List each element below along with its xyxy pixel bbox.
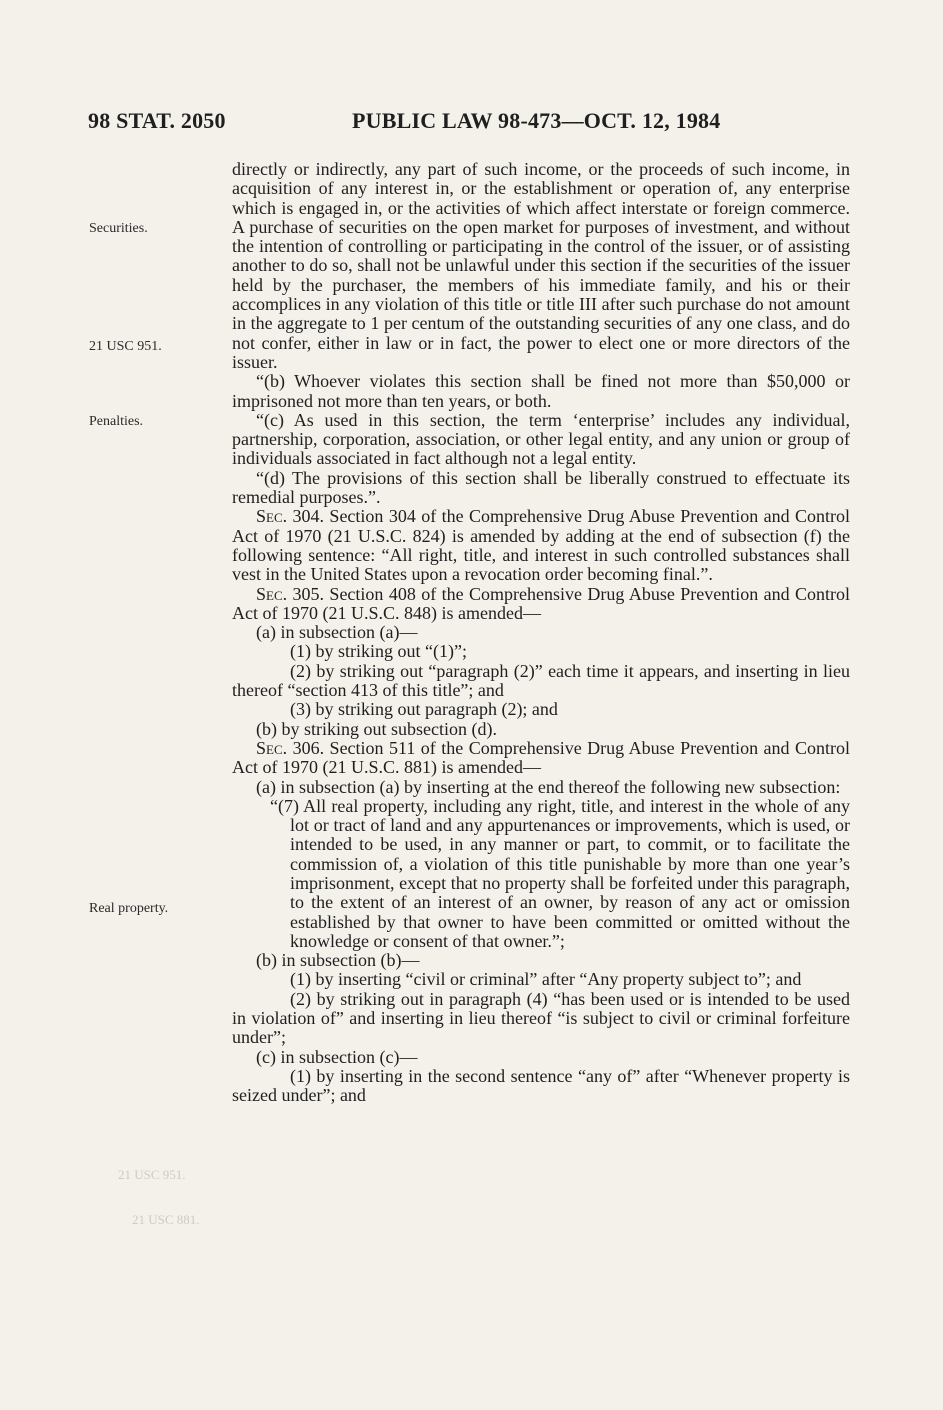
paragraph: “(b) Whoever violates this section shall be fined not more than $50,000 or imprisoned not more than ten years, or both. <box>232 371 850 411</box>
document-body <box>232 160 850 1106</box>
section-text: 305. Section 408 of the Comprehensive Drug Abuse Prevention and Control Act of 1970 (21 U.S.C. 848) is amended— <box>232 583 850 623</box>
section-label: Sec. <box>256 506 288 527</box>
section-text: 306. Section 511 of the Comprehensive Drug Abuse Prevention and Control Act of 1970 (21 U.S.C. 881) is amended— <box>232 737 850 778</box>
clause: (2) by striking out in paragraph (4) “has been used or is intended to be used in violation of” and inserting in lieu thereof “is subject to civil or criminal forfeiture under”; <box>232 988 850 1048</box>
clause: (a) in subsection (a)— <box>256 622 418 643</box>
margin-note-real-property: Real property. <box>89 901 169 916</box>
quoted-subsection: “(7) All real property, including any right, title, and interest in the whole of any lot or tract of land and any appurtenances or improvements, which is used, or intended to be used, in any manner or part, to commit, or to facilitate the commission of, a violation of this title punishable by more than one year’s imprisonment, except that no property shall be forfeited under this paragraph, to the extent of an interest of an owner, by reason of any act or omission established by that owner to have been committed or omitted without the knowledge or consent of that owner.”; <box>270 795 850 951</box>
bleed-through-note: 21 USC 881. <box>132 1212 200 1227</box>
section-305 <box>232 585 850 624</box>
margin-note-usc: 21 USC 951. <box>89 339 162 354</box>
clause: (a) in subsection (a) by inserting at the end thereof the following new subsection: <box>256 776 841 797</box>
clause: (1) by inserting “civil or criminal” after “Any property subject to”; and <box>290 969 802 990</box>
section-304 <box>232 507 850 584</box>
margin-note-securities: Securities. <box>89 221 148 236</box>
section-text: 304. Section 304 of the Comprehensive Drug Abuse Prevention and Control Act of 1970 (21 U.S.C. 824) is amended by adding at the end of subsection (f) the following sentence: “All right, title, and interest in such controlled substances shall vest in the United States upon a revocation order becoming final.”. <box>232 506 850 585</box>
section-306 <box>232 739 850 778</box>
bleed-through-note: 21 USC 951. <box>118 1167 186 1182</box>
clause: (1) by inserting in the second sentence “any of” after “Whenever property is seized under”; and <box>232 1065 850 1106</box>
section-label: Sec. <box>256 737 288 758</box>
paragraph: “(d) The provisions of this section shall be liberally construed to effectuate its remedial purposes.”. <box>232 467 850 508</box>
clause: (1) by striking out “(1)”; <box>290 641 467 662</box>
paragraph: directly or indirectly, any part of such income, or the proceeds of such income, in acquisition of any interest in, or the establishment or operation of, any enterprise which is engaged in, or the activities of which affect interstate or foreign commerce. A purchase of securities on the open market for purposes of investment, and without the intention of controlling or participating in the control of the issuer, or of assisting another to do so, shall not be unlawful under this section if the securities of the issuer held by the purchaser, the members of his immediate family, and his or their accomplices in any violation of this title or title III after such purchase do not amount in the aggregate to 1 per centum of the outstanding securities of any one class, and do not confer, either in law or in fact, the power to elect one or more directors of the issuer. <box>232 159 850 372</box>
paragraph: “(c) As used in this section, the term ‘enterprise’ includes any individual, partnership, corporation, association, or other legal entity, and any union or group of individuals associated in fact although not a legal entity. <box>232 409 850 469</box>
clause: (b) in subsection (b)— <box>256 950 420 971</box>
margin-note-penalties: Penalties. <box>89 414 144 429</box>
clause: (2) by striking out “paragraph (2)” each time it appears, and inserting in lieu thereof “section 413 of this title”; and <box>232 660 850 701</box>
clause: (c) in subsection (c)— <box>256 1046 418 1067</box>
public-law-title: PUBLIC LAW 98-473—OCT. 12, 1984 <box>352 108 721 133</box>
statute-page-number: 98 STAT. 2050 <box>88 108 226 133</box>
clause: (b) by striking out subsection (d). <box>256 718 497 739</box>
clause: (3) by striking out paragraph (2); and <box>290 699 558 720</box>
section-label: Sec. <box>256 583 288 604</box>
page-header <box>88 108 848 140</box>
